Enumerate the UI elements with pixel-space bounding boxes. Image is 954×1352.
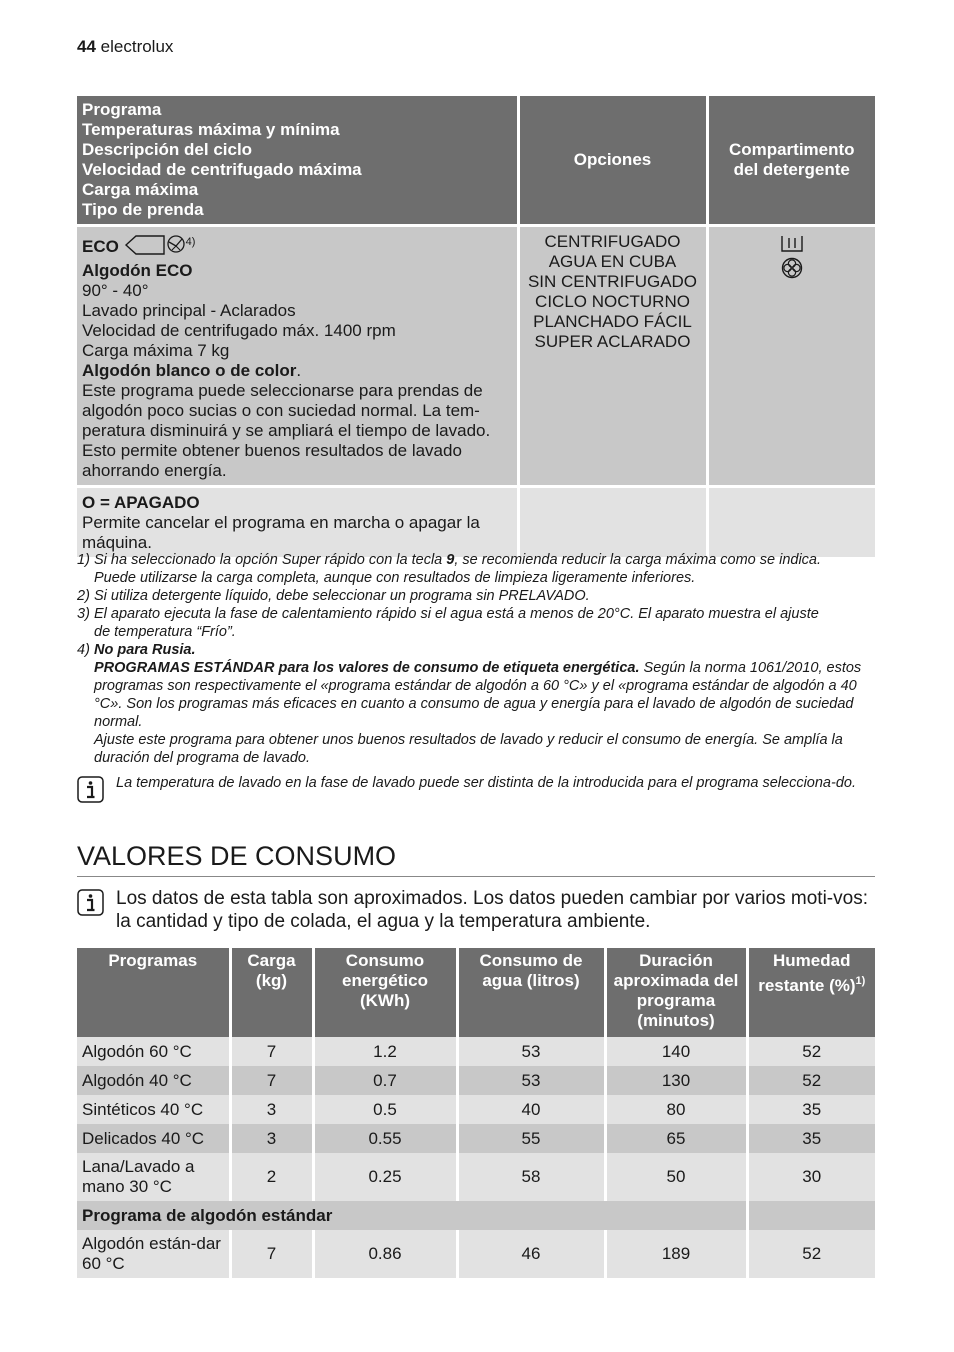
- cell-water: 46: [457, 1230, 605, 1278]
- cell-duration: 65: [605, 1124, 747, 1153]
- footnote-ref: 1): [855, 975, 866, 987]
- header-load: Carga (kg): [230, 948, 313, 1037]
- info-icon: [77, 889, 104, 916]
- cell-duration: 140: [605, 1037, 747, 1066]
- main-wash-compartment-icon: [780, 234, 804, 254]
- off-options-cell: [518, 486, 707, 557]
- cell-energy: 0.7: [313, 1066, 457, 1095]
- cell-program: Sintéticos 40 °C: [77, 1095, 230, 1124]
- cell-water: 53: [457, 1066, 605, 1095]
- header-line: Velocidad de centrifugado máxima: [82, 159, 362, 179]
- softener-compartment-icon: [780, 256, 804, 280]
- footnote-number: 1): [77, 552, 90, 568]
- footnote-1: [77, 551, 877, 587]
- cell-duration: 80: [605, 1095, 747, 1124]
- header-program: [77, 96, 518, 225]
- footnotes: [77, 551, 877, 767]
- cell-water: 55: [457, 1124, 605, 1153]
- eco-load: Carga máxima 7 kg: [82, 340, 230, 360]
- eco-description-line: ahorrando energía.: [82, 460, 227, 480]
- info-note-text: La temperatura de lavado en la fase de lavado puede ser distinta de la introducida para el programa selecciona-do.: [116, 775, 856, 791]
- cell-humidity: 35: [747, 1124, 875, 1153]
- eco-description-line: algodón poco sucias o con suciedad normal. La tem-: [82, 400, 480, 420]
- cell-energy: 0.25: [313, 1153, 457, 1201]
- consumption-rows: [77, 1037, 875, 1201]
- header-water: Consumo de agua (litros): [457, 948, 605, 1037]
- cell-program: Delicados 40 °C: [77, 1124, 230, 1153]
- footnote-text: , se recomienda reducir la carga máxima como se indica.: [454, 552, 822, 568]
- eco-cycle: Lavado principal - Aclarados: [82, 300, 296, 320]
- eco-garment-suffix: .: [296, 360, 302, 380]
- table-row: [77, 1230, 875, 1278]
- cell-humidity: 52: [747, 1066, 875, 1095]
- footnote-text: Puede utilizarse la carga completa, aunque con resultados de limpieza ligeramente inferiores.: [94, 570, 696, 586]
- off-title: O = APAGADO: [82, 492, 200, 512]
- cell-humidity: 52: [747, 1037, 875, 1066]
- eco-title: [82, 232, 512, 261]
- off-detergent-cell: [707, 486, 875, 557]
- cell-humidity: 35: [747, 1095, 875, 1124]
- programs-header-row: [77, 96, 875, 225]
- info-note-data: [77, 887, 877, 933]
- cell-duration: 50: [605, 1153, 747, 1201]
- cell-duration: 189: [605, 1230, 747, 1278]
- eco-description-line: peratura disminuirá y se ampliará el tiempo de lavado.: [82, 420, 491, 440]
- cell-water: 53: [457, 1037, 605, 1066]
- eco-temp: 90° - 40°: [82, 280, 149, 300]
- cell-energy: 0.5: [313, 1095, 457, 1124]
- cell-load: 2: [230, 1153, 313, 1201]
- cell-load: 3: [230, 1124, 313, 1153]
- cell-energy: 0.55: [313, 1124, 457, 1153]
- table-row: [77, 1037, 875, 1066]
- option-item: SIN CENTRIFUGADO: [527, 271, 698, 291]
- header-line: Carga máxima: [82, 179, 199, 199]
- info-note-temperature: [77, 774, 877, 803]
- header-line: Descripción del ciclo: [82, 139, 253, 159]
- cell-load: 7: [230, 1066, 313, 1095]
- header-energy: Consumo energético (KWh): [313, 948, 457, 1037]
- consumption-table: [77, 948, 875, 1278]
- cell-water: 40: [457, 1095, 605, 1124]
- cell-energy: 0.86: [313, 1230, 457, 1278]
- consumption-header-row: [77, 948, 875, 1037]
- option-item: CICLO NOCTURNO: [535, 291, 690, 311]
- eco-options-cell: [518, 225, 707, 486]
- eco-icons: [124, 234, 186, 261]
- header-line: Programa: [82, 99, 162, 119]
- programs-table: [77, 96, 875, 557]
- cell-program: Algodón 40 °C: [77, 1066, 230, 1095]
- footnote-lead: PROGRAMAS ESTÁNDAR para los valores de consumo de etiqueta energética.: [94, 660, 640, 676]
- section-empty-cell: [747, 1201, 875, 1230]
- cell-program: Algodón están-dar 60 °C: [77, 1230, 230, 1278]
- footnote-text: El aparato ejecuta la fase de calentamiento rápido si el agua está a menos de 20°C. El aparato muestra el ajuste: [94, 606, 819, 622]
- footnote-number: 2): [77, 588, 90, 604]
- footnote-text: Ajuste este programa para obtener unos buenos resultados de lavado y reducir el consumo de energía. Se amplía la duración del programa de lavado.: [94, 732, 843, 766]
- header-line: del detergente: [733, 159, 850, 179]
- footnote-3: [77, 605, 877, 641]
- eco-spin: Velocidad de centrifugado máx. 1400 rpm: [82, 320, 396, 340]
- footnote-text: Si utiliza detergente líquido, debe seleccionar un programa sin PRELAVADO.: [94, 588, 590, 604]
- footnote-4: [77, 641, 877, 767]
- cell-humidity: 52: [747, 1230, 875, 1278]
- header-detergent: [707, 96, 875, 225]
- table-row: [77, 1153, 875, 1201]
- eco-label: ECO: [82, 236, 119, 256]
- option-item: SUPER ACLARADO: [534, 331, 691, 351]
- brand-name: electrolux: [100, 37, 174, 56]
- section-row: [77, 1201, 875, 1230]
- header-duration: Duración aproximada del programa (minutos): [605, 948, 747, 1037]
- cell-program: Lana/Lavado a mano 30 °C: [77, 1153, 230, 1201]
- cell-program: Algodón 60 °C: [77, 1037, 230, 1066]
- footnote-text: Según la norma 1061/2010, estos programas son respectivamente el «programa estándar de algodón a 60 °C» y el «programa estándar de algodón a 40 °C». Son los programas más eficaces en cuanto a consumo de agua y energía para el lavado de algodón de suciedad normal.: [94, 660, 862, 730]
- eco-detergent-cell: [707, 225, 875, 486]
- page-number: 44: [77, 37, 96, 56]
- eco-garment: Algodón blanco o de color: [82, 360, 297, 380]
- header-programs: Programas: [77, 948, 230, 1037]
- eco-description-line: Esto permite obtener buenos resultados de lavado: [82, 440, 462, 460]
- time-saver-icon: [124, 234, 186, 256]
- cell-load: 3: [230, 1095, 313, 1124]
- header-options: Opciones: [518, 96, 707, 225]
- footnote-text: de temperatura “Frío”.: [94, 624, 236, 640]
- cell-load: 7: [230, 1230, 313, 1278]
- footnote-text: Si ha seleccionado la opción Super rápido con la tecla: [94, 552, 447, 568]
- off-program-cell: [77, 486, 518, 557]
- footnote-title: No para Rusia.: [94, 642, 196, 658]
- table-row: [77, 1095, 875, 1124]
- info-note-text: Los datos de esta tabla son aproximados. Los datos pueden cambiar por varios moti-vos: la cantidad y tipo de colada, el agua y la temperatura ambiente.: [116, 888, 868, 932]
- footnote-number: 4): [77, 642, 90, 658]
- header-humidity-label: Humedad restante (%): [758, 951, 856, 995]
- eco-row: [77, 225, 875, 486]
- off-description-line: Permite cancelar el programa en marcha o apagar la: [82, 512, 480, 532]
- section-label: Programa de algodón estándar: [77, 1201, 747, 1230]
- eco-program-name: Algodón ECO: [82, 260, 193, 280]
- footnote-2: [77, 587, 877, 605]
- off-description-line: máquina.: [82, 532, 152, 552]
- cell-load: 7: [230, 1037, 313, 1066]
- option-item: PLANCHADO FÁCIL: [533, 311, 692, 331]
- header-line: Tipo de prenda: [82, 199, 204, 219]
- off-row: [77, 486, 875, 557]
- info-icon: [77, 776, 104, 803]
- footnote-number: 3): [77, 606, 90, 622]
- header-line: Compartimento: [728, 139, 855, 159]
- header-line: Temperaturas máxima y mínima: [82, 119, 340, 139]
- footnote-ref: 4): [185, 235, 196, 248]
- option-item: AGUA EN CUBA: [548, 251, 677, 271]
- option-item: CENTRIFUGADO: [544, 231, 681, 251]
- page-header: [77, 37, 173, 57]
- header-humidity: [747, 948, 875, 1037]
- eco-program-cell: [77, 225, 518, 486]
- footnote-key: 9: [446, 552, 455, 568]
- cell-humidity: 30: [747, 1153, 875, 1201]
- table-row: [77, 1124, 875, 1153]
- cell-energy: 1.2: [313, 1037, 457, 1066]
- cell-duration: 130: [605, 1066, 747, 1095]
- section-title: VALORES DE CONSUMO: [77, 838, 875, 877]
- eco-description-line: Este programa puede seleccionarse para prendas de: [82, 380, 483, 400]
- table-row: [77, 1066, 875, 1095]
- cell-water: 58: [457, 1153, 605, 1201]
